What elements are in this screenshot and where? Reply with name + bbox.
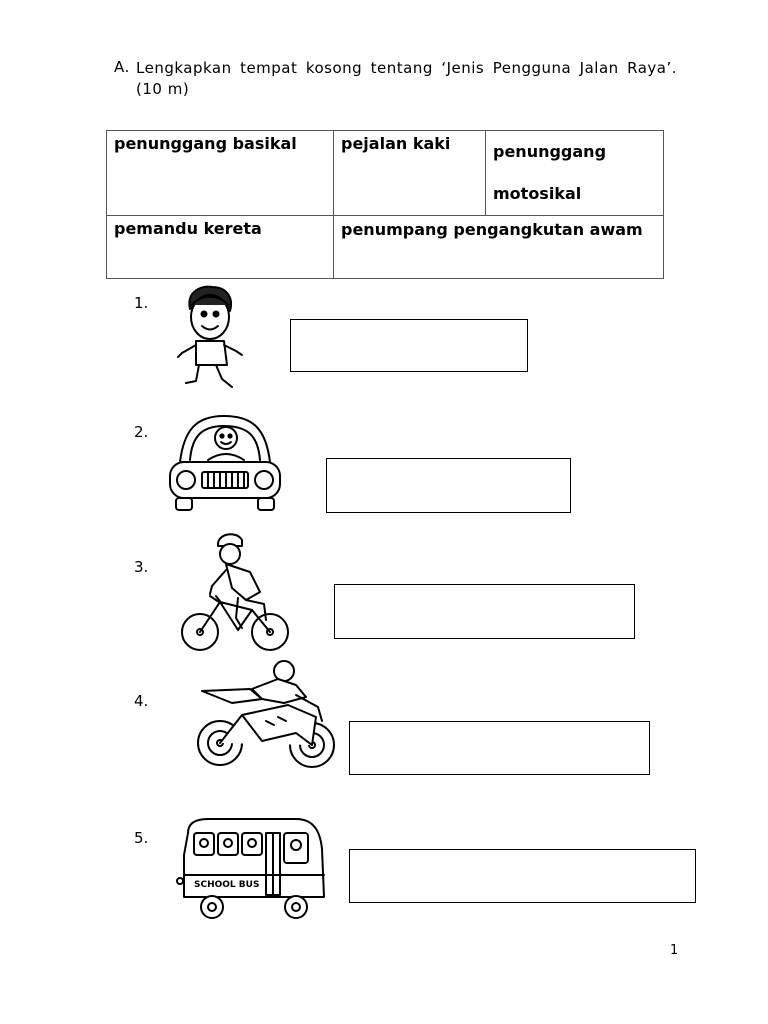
answer-box-5[interactable] (349, 849, 696, 903)
answer-box-2[interactable] (326, 458, 571, 513)
page-number: 1 (670, 943, 679, 958)
word-bank-row (107, 131, 664, 216)
instruction-text: Lengkapkan tempat kosong tentang ‘Jenis Pengguna Jalan Raya’. (10 m) (136, 59, 677, 98)
word-bank-cell: penunggang basikal (107, 131, 334, 216)
question-number: 4. (134, 692, 149, 710)
question-number: 3. (134, 558, 149, 576)
walking-boy-icon (172, 283, 248, 395)
answer-box-1[interactable] (290, 319, 528, 372)
question-number: 1. (134, 294, 149, 312)
bus-sign-text: SCHOOL BUS (194, 880, 260, 890)
car-driver-icon (166, 410, 284, 514)
answer-box-3[interactable] (334, 584, 635, 639)
word-bank-cell: penunggang motosikal (486, 131, 664, 216)
cyclist-icon (180, 530, 290, 656)
word-bank-cell: penumpang pengangkutan awam (334, 216, 664, 279)
question-number: 5. (134, 829, 149, 847)
motorcyclist-icon (192, 655, 342, 783)
instruction-letter: A. (114, 58, 130, 76)
answer-box-4[interactable] (349, 721, 650, 775)
school-bus-icon (172, 815, 328, 925)
question-number: 2. (134, 423, 149, 441)
word-bank-cell: pejalan kaki (334, 131, 486, 216)
word-bank-table (106, 130, 664, 279)
word-bank-row (107, 216, 664, 279)
word-bank-cell: pemandu kereta (107, 216, 334, 279)
